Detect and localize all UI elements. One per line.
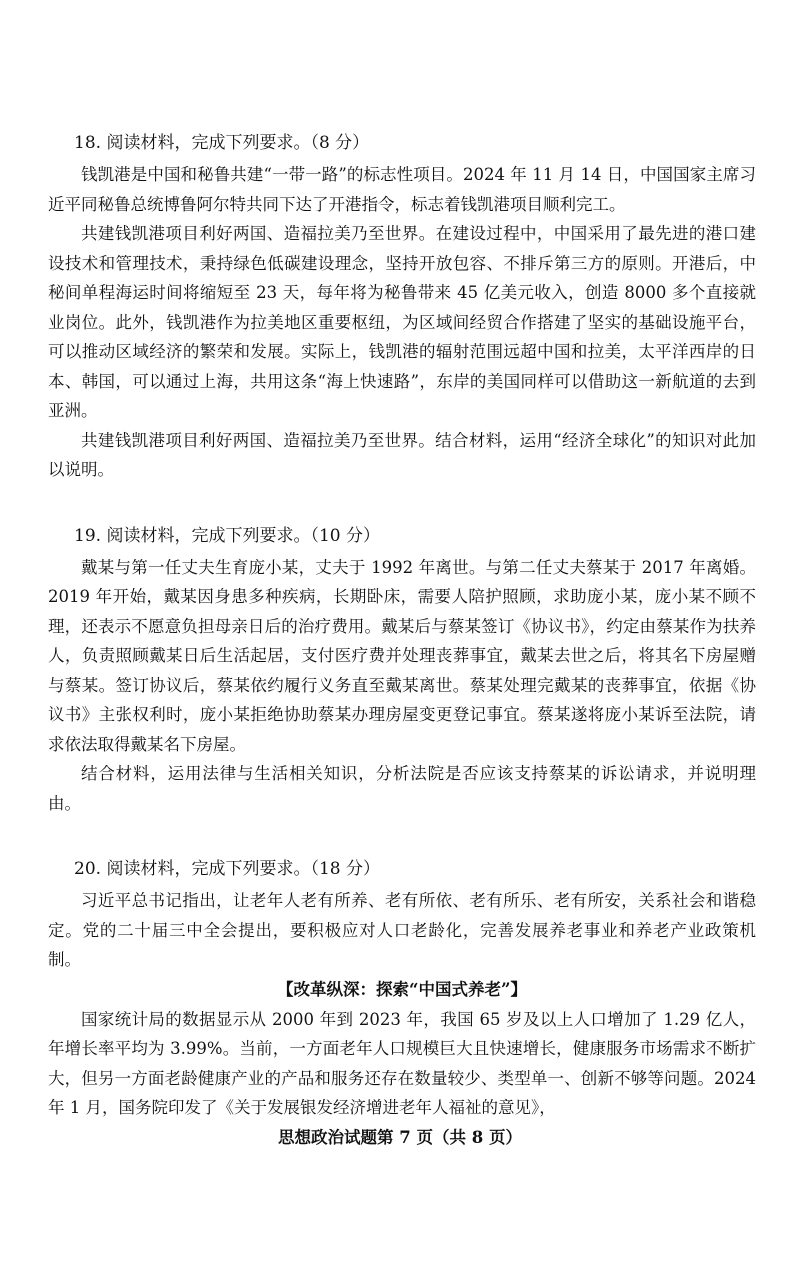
question-18-title: 18. 阅读材料，完成下列要求。（8 分） bbox=[74, 133, 370, 153]
question-20-intro: 习近平总书记指出，让老年人老有所养、老有所依、老有所乐、老有所安，关系社会和谐稳定。党的二十届三中全会提出，要积极应对人口老龄化，完善发展养老事业和养老产业政策机制。 bbox=[48, 891, 756, 969]
exam-page bbox=[48, 126, 756, 1123]
question-18-material-1: 钱凯港是中国和秘鲁共建“一带一路”的标志性项目。2024 年 11 月 14 日，中国国家主席习近平同秘鲁总统博鲁阿尔特共同下达了开港指令，标志着钱凯港项目顺利完工。 bbox=[48, 165, 756, 214]
question-20-material: 国家统计局的数据显示从 2000 年到 2023 年，我国 65 岁及以上人口增加了 1.29 亿人，年增长率平均为 3.99%。当前，一方面老年人口规模巨大且快速增长，健康服务市场需求不断扩大，但另一方面老龄健康产业的产品和服务还存在数量较少、类型单一、创新不够等问题。2024 年 1 月，国务院印发了《关于发展银发经济增进老年人福祉的意见》， bbox=[48, 1009, 756, 1117]
question-20-title: 20. 阅读材料，完成下列要求。（18 分） bbox=[74, 859, 380, 879]
question-19 bbox=[48, 519, 756, 819]
question-18-material-2: 共建钱凯港项目利好两国、造福拉美乃至世界。在建设过程中，中国采用了最先进的港口建设技术和管理技术，秉持绿色低碳建设理念，坚持开放包容、不排斥第三方的原则。开港后，中秘间单程海运时间将缩短至 23 天，每年将为秘鲁带来 45 亿美元收入，创造 8000 多个直接就业岗位。此外，钱凯港作为拉美地区重要枢纽，为区域间经贸合作搭建了坚实的基础设施平台，可以推动区域经济的繁荣和发展。实际上，钱凯港的辐射范围远超中国和拉美，太平洋西岸的日本、韩国，可以通过上海，共用这条“海上快速路”，东岸的美国同样可以借助这一新航道的去到亚洲。 bbox=[48, 224, 756, 420]
question-18-prompt: 共建钱凯港项目利好两国、造福拉美乃至世界。结合材料，运用“经济全球化”的知识对此加以说明。 bbox=[48, 430, 756, 479]
question-18 bbox=[48, 126, 756, 485]
question-20 bbox=[48, 852, 756, 1123]
question-19-title: 19. 阅读材料，完成下列要求。（10 分） bbox=[74, 525, 380, 546]
question-19-material: 戴某与第一任丈夫生育庞小某，丈夫于 1992 年离世。与第二任丈夫蔡某于 2017 年离婚。2019 年开始，戴某因身患多种疾病，长期卧床，需要人陪护照顾，求助庞小某，庞小某不顾不理，还表示不愿意负担母亲日后的治疗费用。戴某后与蔡某签订《协议书》，约定由蔡某作为扶养人，负责照顾戴某日后生活起居，支付医疗费并处理丧葬事宜，戴某去世之后，将其名下房屋赠与蔡某。签订协议后，蔡某依约履行义务直至戴某离世。蔡某处理完戴某的丧葬事宜，依据《协议书》主张权利时，庞小某拒绝协助蔡某办理房屋变更登记事宜。蔡某遂将庞小某诉至法院，请求依法取得戴某名下房屋。 bbox=[48, 557, 756, 754]
question-19-prompt: 结合材料，运用法律与生活相关知识，分析法院是否应该支持蔡某的诉讼请求，并说明理由。 bbox=[48, 764, 756, 813]
question-20-subheading: 【改革纵深：探索“中国式养老”】 bbox=[277, 979, 527, 999]
page-footer: 思想政治试题第 7 页（共 8 页） bbox=[278, 1128, 522, 1147]
